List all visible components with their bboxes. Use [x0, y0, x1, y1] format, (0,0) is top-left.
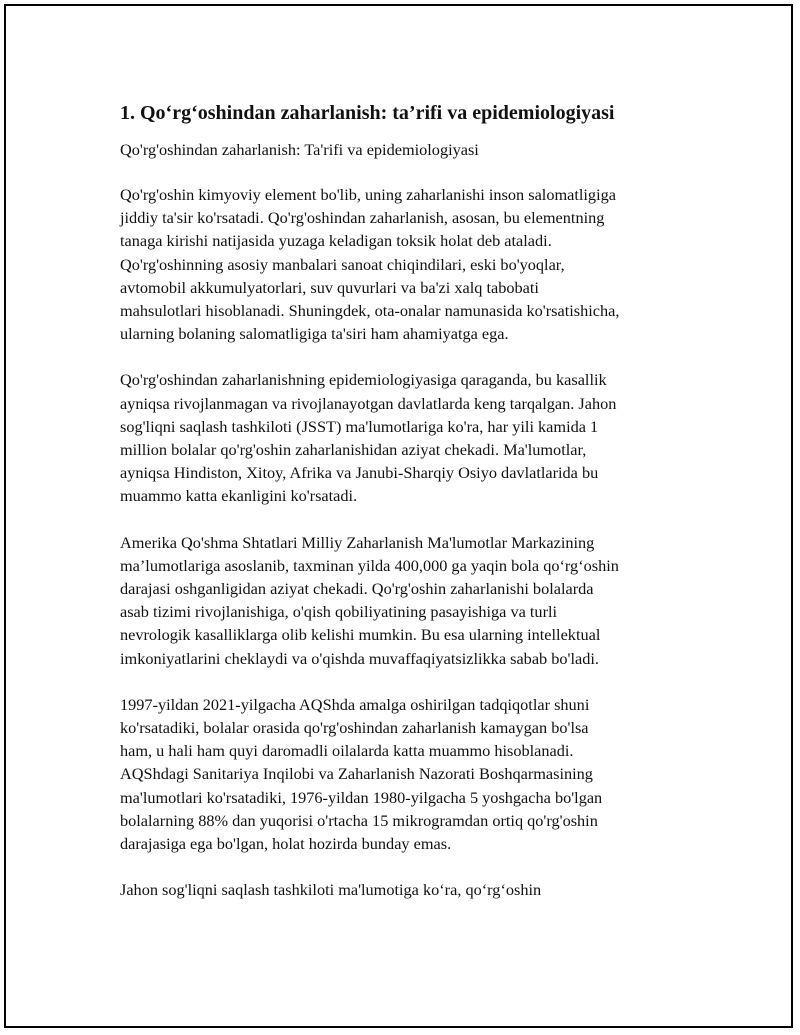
text-line: ma'lumotlari ko'rsatadiki, 1976-yildan 1980-yilgacha 5 yoshgacha bo'lgan — [120, 787, 603, 807]
text-line: ko'rsatadiki, bolalar orasida qo'rg'oshindan zaharlanish kamaygan bo'lsa — [120, 718, 589, 738]
paragraph-who-info — [120, 878, 700, 901]
text-line: tanaga kirishi natijasida yuzaga keladigan toksik holat deb ataladi. — [120, 231, 552, 251]
paragraph-definition — [120, 183, 700, 345]
text-line: Qo'rg'oshindan zaharlanishning epidemiologiyasiga qaraganda, bu kasallik — [120, 370, 607, 390]
text-line: avtomobil akkumulyatorlari, suv quvurlari va ba'zi xalq tabobati — [120, 277, 539, 297]
text-line: ayniqsa Hindiston, Xitoy, Afrika va Janubi-Sharqiy Osiyo davlatlarida bu — [120, 463, 599, 483]
text-line: nevrologik kasalliklarga olib kelishi mumkin. Bu esa ularning intellektual — [120, 625, 601, 645]
paragraph-usa-statistics — [120, 531, 700, 670]
text-line: darajasiga ega bo'lgan, holat hozirda bunday emas. — [120, 834, 452, 854]
text-line: sog'liqni saqlash tashkiloti (JSST) ma'lumotlariga ko'ra, har yili kamida 1 — [120, 416, 599, 436]
text-line: ham, u hali ham quyi daromadli oilalarda katta muammo hisoblanadi. — [120, 741, 574, 761]
text-line: imkoniyatlarini cheklaydi va o'qishda muvaffaqiyatsizlikka sabab bo'ladi. — [120, 648, 599, 668]
text-line: million bolalar qo'rg'oshin zaharlanishidan aziyat chekadi. Ma'lumotlar, — [120, 440, 587, 460]
text-line: Amerika Qo'shma Shtatlari Milliy Zaharlanish Ma'lumotlar Markazining — [120, 532, 595, 552]
text-line: bolalarning 88% dan yuqorisi o'rtacha 15 mikrogramdan ortiq qo'rg'oshin — [120, 810, 598, 830]
paragraph-research-trends — [120, 693, 700, 855]
text-line: 1997-yildan 2021-yilgacha AQShda amalga oshirilgan tadqiqotlar shuni — [120, 694, 590, 714]
text-line: Qo'rg'oshinning asosiy manbalari sanoat chiqindilari, eski bo'yoqlar, — [120, 254, 565, 274]
text-line: jiddiy ta'sir ko'rsatadi. Qo'rg'oshindan zaharlanish, asosan, bu elementning — [120, 208, 605, 228]
text-line: ma’lumotlariga asoslanib, taxminan yilda 400,000 ga yaqin bola qo‘rg‘oshin — [120, 555, 619, 575]
text-line: ayniqsa rivojlanmagan va rivojlanayotgan davlatlarda keng tarqalgan. Jahon — [120, 393, 617, 413]
text-line: mahsulotlari hisoblanadi. Shuningdek, ota-onalar namunasida ko'rsatishicha, — [120, 301, 620, 321]
page-frame — [4, 4, 793, 1028]
text-line: darajasi oshganligidan aziyat chekadi. Qo'rg'oshin zaharlanishi bolalarda — [120, 579, 594, 599]
text-line: Qo'rg'oshin kimyoviy element bo'lib, uning zaharlanishi inson salomatligiga — [120, 185, 616, 204]
text-line: Jahon sog'liqni saqlash tashkiloti ma'lumotiga ko‘ra, qo‘rg‘oshin — [120, 880, 542, 900]
section-heading: 1. Qo‘rg‘oshindan zaharlanish: ta’rifi va epidemiologiyasi — [120, 102, 615, 124]
document-body — [120, 100, 700, 924]
section-subtitle: Qo'rg'oshindan zaharlanish: Ta'rifi va epidemiologiyasi — [120, 140, 479, 159]
text-line: AQShdagi Sanitariya Inqilobi va Zaharlanish Nazorati Boshqarmasining — [120, 764, 593, 784]
text-line: muammo katta ekanligini ko'rsatadi. — [120, 486, 358, 506]
text-line: ularning bolaning salomatligiga ta'siri ham ahamiyatga ega. — [120, 324, 509, 344]
text-line: asab tizimi rivojlanishiga, o'qish qobiliyatining pasayishiga va turli — [120, 602, 558, 622]
paragraph-epidemiology — [120, 368, 700, 507]
